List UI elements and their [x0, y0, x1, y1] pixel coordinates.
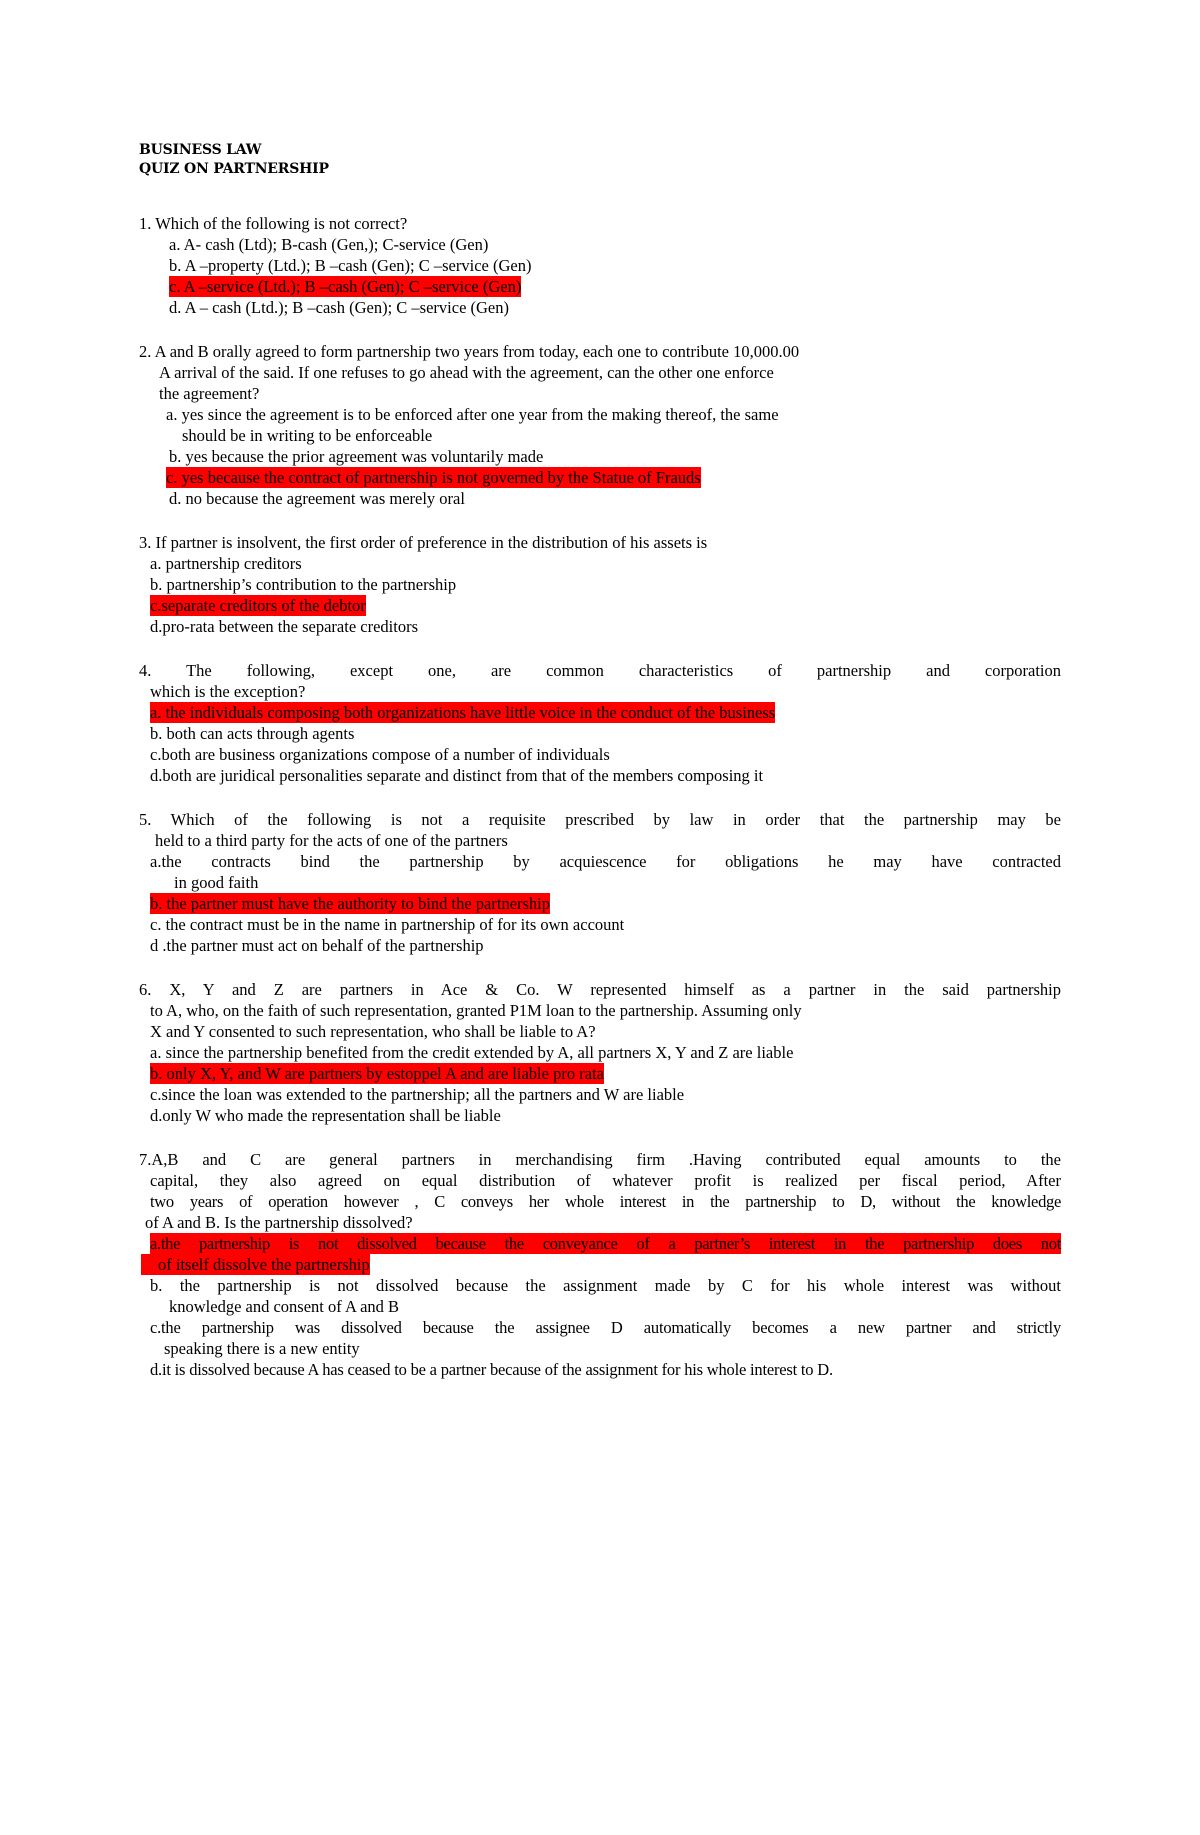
question-3-option-c-answer: c.separate creditors of the debtor	[150, 596, 366, 615]
question-2-option-a-line-2: should be in writing to be enforceable	[182, 426, 433, 445]
question-7-option-d: d.it is dissolved because A has ceased to be a partner because of the assignment for his whole interest to D.	[150, 1360, 833, 1379]
question-4-stem-line-2: which is the exception?	[150, 682, 306, 701]
question-3-option-a: a. partnership creditors	[150, 554, 302, 573]
question-7-option-c-line-1: c.the partnership was dissolved because the assignee D automatically becomes a new partner and strictly	[150, 1318, 1061, 1337]
question-1-option-d: d. A – cash (Ltd.); B –cash (Gen); C –service (Gen)	[169, 298, 509, 317]
question-2-stem-line-1: 2. A and B orally agreed to form partnership two years from today, each one to contribute 10,000.00	[139, 342, 800, 361]
question-4-option-b: b. both can acts through agents	[150, 724, 355, 743]
question-6-option-a: a. since the partnership benefited from the credit extended by A, all partners X, Y and Z are liable	[150, 1043, 794, 1062]
question-4-stem-line-1: 4. The following, except one, are common characteristics of partnership and corporation	[139, 661, 1061, 680]
question-4-option-a-answer: a. the individuals composing both organizations have little voice in the conduct of the business	[150, 703, 776, 722]
question-7-stem-line-1: 7.A,B and C are general partners in merchandising firm .Having contributed equal amounts to the	[139, 1150, 1061, 1169]
question-1-option-c-answer: c. A –service (Ltd.); B –cash (Gen); C –service (Gen)	[169, 277, 522, 296]
question-2-option-c-answer: c. yes because the contract of partnership is not governed by the Statue of Frauds	[166, 468, 701, 487]
question-5-stem-line-1: 5. Which of the following is not a requisite prescribed by law in order that the partnership may be	[139, 810, 1061, 829]
quiz-title: QUIZ ON PARTNERSHIP	[139, 161, 329, 177]
question-7-option-b-line-1: b. the partnership is not dissolved because the assignment made by C for his whole interest was without	[150, 1276, 1061, 1295]
question-5-option-c: c. the contract must be in the name in partnership of for its own account	[150, 915, 625, 934]
question-5-option-b-answer: b. the partner must have the authority to bind the partnership	[150, 894, 551, 913]
question-3-stem: 3. If partner is insolvent, the first order of preference in the distribution of his assets is	[139, 533, 708, 552]
question-5-stem-line-2: held to a third party for the acts of one of the partners	[155, 831, 508, 850]
question-7-option-b-line-2: knowledge and consent of A and B	[169, 1297, 400, 1316]
question-2-stem-line-3: the agreement?	[159, 384, 260, 403]
question-5-option-d: d .the partner must act on behalf of the partnership	[150, 936, 484, 955]
question-6-option-b-answer: b. only X, Y, and W are partners by estoppel A and are liable pro rata	[150, 1064, 604, 1083]
question-6-stem-line-2: to A, who, on the faith of such representation, granted P1M loan to the partnership. Assuming only	[150, 1001, 802, 1020]
question-4-option-c: c.both are business organizations compose of a number of individuals	[150, 745, 610, 764]
course-title: BUSINESS LAW	[139, 142, 262, 158]
question-1-option-b: b. A –property (Ltd.); B –cash (Gen); C –service (Gen)	[169, 256, 532, 275]
question-7-stem-line-2: capital, they also agreed on equal distribution of whatever profit is realized per fiscal period, After	[150, 1171, 1061, 1190]
question-6-option-c: c.since the loan was extended to the partnership; all the partners and W are liable	[150, 1085, 685, 1104]
question-2-option-a-line-1: a. yes since the agreement is to be enforced after one year from the making thereof, the same	[166, 405, 779, 424]
question-2-option-b: b. yes because the prior agreement was voluntarily made	[169, 447, 544, 466]
question-6-stem-line-1: 6. X, Y and Z are partners in Ace & Co. W represented himself as a partner in the said partnership	[139, 980, 1061, 999]
question-7-stem-line-4: of A and B. Is the partnership dissolved?	[145, 1213, 413, 1232]
question-7-stem-line-3: two years of operation however , C conveys her whole interest in the partnership to D, without the knowledge	[150, 1192, 1061, 1211]
question-2-option-d: d. no because the agreement was merely oral	[169, 489, 465, 508]
question-7-option-a-line-1-answer: a.the partnership is not dissolved because the conveyance of a partner’s interest in the partnership does not	[150, 1234, 1061, 1253]
question-5-option-a-line-2: in good faith	[174, 873, 259, 892]
question-7-option-c-line-2: speaking there is a new entity	[164, 1339, 360, 1358]
question-3-option-d: d.pro-rata between the separate creditors	[150, 617, 418, 636]
question-6-stem-line-3: X and Y consented to such representation, who shall be liable to A?	[150, 1022, 596, 1041]
question-2-stem-line-2: A arrival of the said. If one refuses to go ahead with the agreement, can the other one enforce	[159, 363, 774, 382]
question-6-option-d: d.only W who made the representation shall be liable	[150, 1106, 501, 1125]
question-5-option-a-line-1: a.the contracts bind the partnership by acquiescence for obligations he may have contracted	[150, 852, 1061, 871]
question-3-option-b: b. partnership’s contribution to the partnership	[150, 575, 457, 594]
question-1-option-a: a. A- cash (Ltd); B-cash (Gen,); C-service (Gen)	[169, 235, 489, 254]
question-1-stem: 1. Which of the following is not correct?	[139, 214, 408, 233]
question-7-option-a-line-2-answer: of itself dissolve the partnership	[141, 1254, 370, 1275]
question-4-option-d: d.both are juridical personalities separate and distinct from that of the members composing it	[150, 766, 764, 785]
